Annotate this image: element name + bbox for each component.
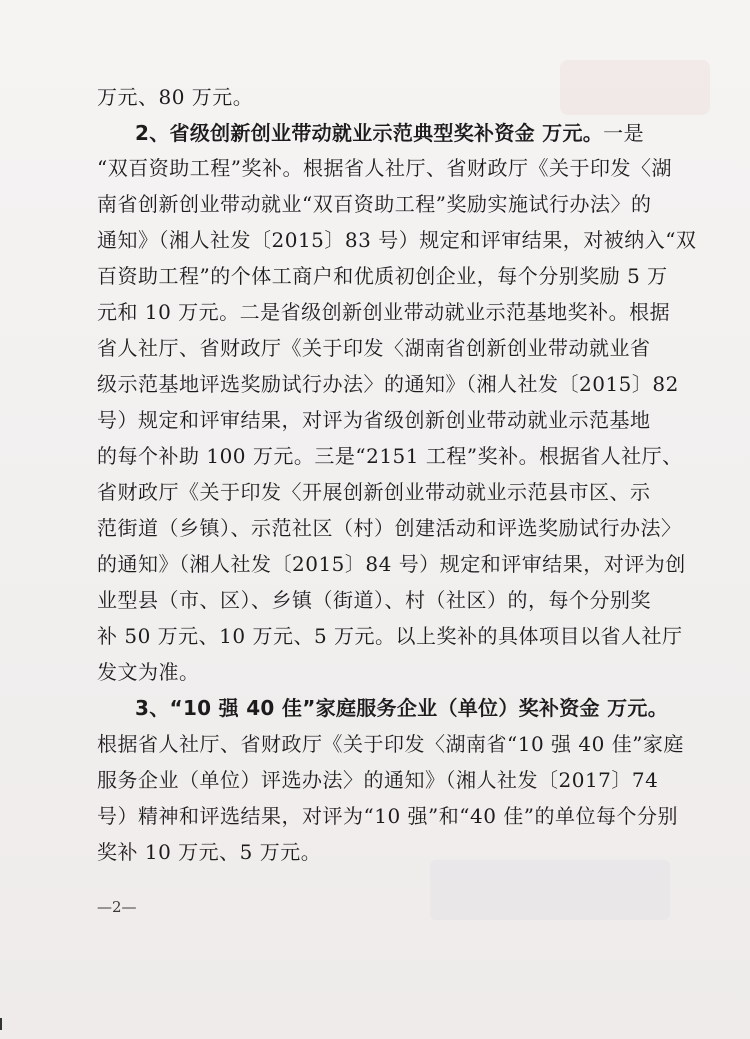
paragraph-line: 号）规定和评审结果，对评为省级创新创业带动就业示范基地	[97, 408, 651, 432]
paragraph-line: 补 50 万元、10 万元、5 万元。以上奖补的具体项目以省人社厅	[97, 624, 683, 648]
section-heading-2-line	[135, 120, 644, 146]
paragraph-line: 省财政厅《关于印发〈开展创新创业带动就业示范县市区、示	[97, 480, 651, 504]
paragraph-line: 根据省人社厅、省财政厅《关于印发〈湖南省“10 强 40 佳”家庭	[97, 732, 684, 756]
paragraph-line: 级示范基地评选奖励试行办法〉的通知》（湘人社发〔2015〕82	[97, 372, 679, 396]
paragraph-line: 号）精神和评选结果，对评为“10 强”和“40 佳”的单位每个分别	[97, 804, 679, 828]
paragraph-line: 元和 10 万元。二是省级创新创业带动就业示范基地奖补。根据	[97, 300, 671, 324]
scan-edge-mark	[0, 1018, 2, 1030]
paragraph-line: 的通知》（湘人社发〔2015〕84 号）规定和评审结果，对评为创	[97, 552, 686, 576]
page-number: —2—	[97, 898, 137, 916]
paragraph-line: 发文为准。	[97, 660, 200, 684]
paragraph-line: 服务企业（单位）评选办法〉的通知》（湘人社发〔2017〕74	[97, 768, 659, 792]
paragraph-line: 的每个补助 100 万元。三是“2151 工程”奖补。根据省人社厅、	[97, 444, 683, 468]
paragraph-line: 一是	[603, 121, 645, 145]
paragraph-line: 通知》（湘人社发〔2015〕83 号）规定和评审结果，对被纳入“双	[97, 228, 697, 252]
section-heading-2: 2、省级创新创业带动就业示范典型奖补资金 万元。	[135, 121, 604, 145]
section-heading-3: 3、“10 强 40 佳”家庭服务企业（单位）奖补资金 万元。	[135, 696, 669, 720]
paragraph-line: “双百资助工程”奖补。根据省人社厅、省财政厅《关于印发〈湖	[97, 156, 672, 180]
bleed-through-mark	[430, 860, 670, 920]
paragraph-line: 奖补 10 万元、5 万元。	[97, 840, 322, 864]
paragraph-line: 万元、80 万元。	[97, 85, 254, 109]
paragraph-line: 南省创新创业带动就业“双百资助工程”奖励实施试行办法〉的	[97, 192, 652, 216]
paragraph-line: 范街道（乡镇）、示范社区（村）创建活动和评选奖励试行办法〉	[97, 516, 682, 540]
paragraph-line: 百资助工程”的个体工商户和优质初创企业，每个分别奖励 5 万	[97, 264, 668, 288]
bleed-through-mark	[560, 60, 710, 115]
paragraph-line: 省人社厅、省财政厅《关于印发〈湖南省创新创业带动就业省	[97, 336, 651, 360]
paragraph-line: 业型县（市、区）、乡镇（街道）、村（社区）的，每个分别奖	[97, 588, 651, 612]
